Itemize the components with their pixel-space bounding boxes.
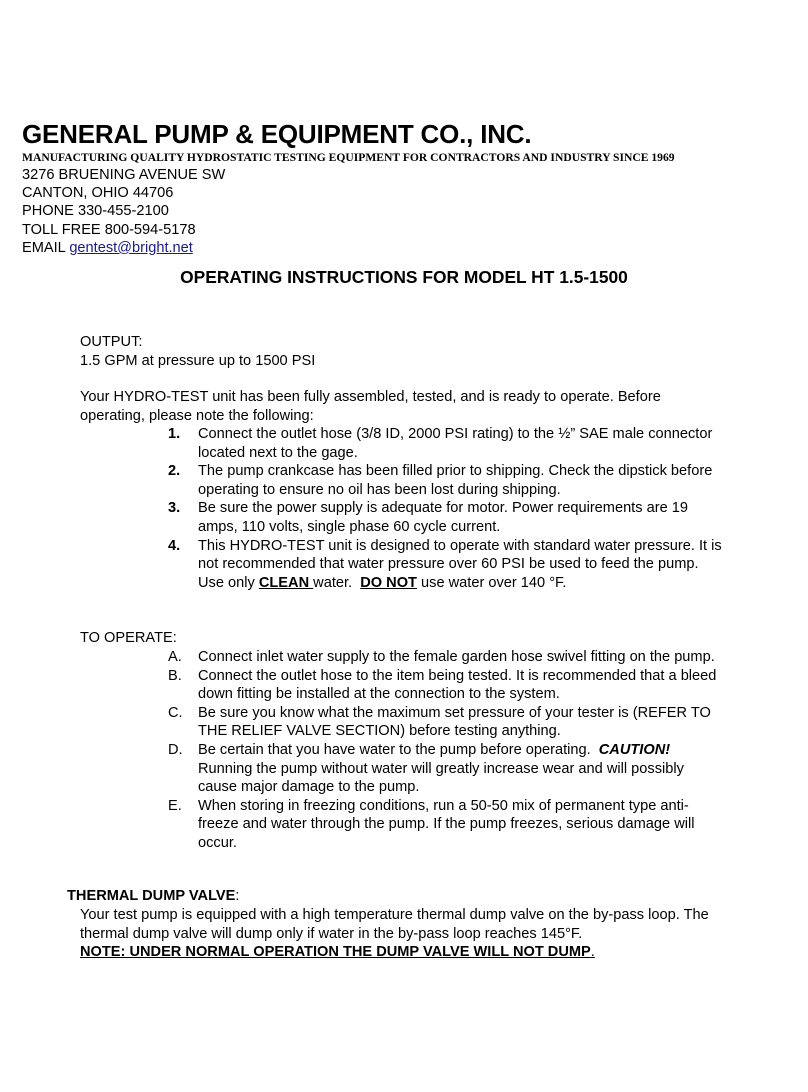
document-title: OPERATING INSTRUCTIONS FOR MODEL HT 1.5-1500 <box>180 267 628 287</box>
note-line: Be sure the power supply is adequate for motor. Power requirements are 19 <box>198 500 688 517</box>
company-address <box>22 166 225 257</box>
output-value: 1.5 GPM at pressure up to 1500 PSI <box>80 352 316 369</box>
step-text: Be certain that you have water to the pump before operating. <box>198 741 599 758</box>
output-label: OUTPUT: <box>80 334 143 350</box>
step-line: When storing in freezing conditions, run a 50-50 mix of permanent type anti- <box>198 797 689 814</box>
thermal-line-2: thermal dump valve will dump only if water in the by-pass loop reaches 145°F. <box>80 925 583 942</box>
operate-label: TO OPERATE: <box>80 630 177 646</box>
step-marker: E. <box>168 797 182 814</box>
note-line: amps, 110 volts, single phase 60 cycle current. <box>198 518 501 535</box>
thermal-paragraph <box>80 906 709 962</box>
email-label: EMAIL <box>22 239 70 256</box>
thermal-line-1: Your test pump is equipped with a high temperature thermal dump valve on the by-pass loop. The <box>80 907 709 923</box>
operate-step <box>168 667 716 704</box>
step-line: Running the pump without water will greatly increase wear and will possibly <box>198 760 684 777</box>
step-marker: B. <box>168 667 182 684</box>
note-line: This HYDRO-TEST unit is designed to operate with standard water pressure. It is <box>198 537 722 554</box>
thermal-note-text: NOTE: UNDER NORMAL OPERATION THE DUMP VALVE WILL NOT DUMP <box>80 944 591 961</box>
intro-paragraph <box>80 388 661 425</box>
note-marker: 3. <box>168 500 181 517</box>
water-text: water. <box>313 574 361 591</box>
step-line: down fitting be installed at the connection to the system. <box>198 686 560 703</box>
address-tollfree: TOLL FREE 800-594-5178 <box>22 221 196 238</box>
address-street: 3276 BRUENING AVENUE SW <box>22 167 226 183</box>
thermal-note-end: . <box>590 944 595 961</box>
intro-line-2: operating, please note the following: <box>80 407 314 424</box>
thermal-label: THERMAL DUMP VALVE <box>67 888 236 904</box>
operate-step <box>168 797 716 853</box>
operate-step <box>168 648 716 667</box>
step-line: Connect the outlet hose to the item being tested. It is recommended that a bleed <box>198 667 717 684</box>
email-link[interactable]: gentest@bright.net <box>69 239 193 256</box>
step-line: Be sure you know what the maximum set pressure of your tester is (REFER TO <box>198 704 711 721</box>
notes-list <box>168 425 722 592</box>
step-line: Connect inlet water supply to the female garden hose swivel fitting on the pump. <box>198 649 715 665</box>
note-item <box>168 537 722 593</box>
note-line: operating to ensure no oil has been lost during shipping. <box>198 481 561 498</box>
thermal-colon: : <box>235 888 240 904</box>
note-marker: 2. <box>168 463 181 480</box>
note-item <box>168 499 722 536</box>
intro-line-1: Your HYDRO-TEST unit has been fully assembled, tested, and is ready to operate. Before <box>80 389 661 405</box>
operate-step <box>168 741 716 797</box>
operate-steps <box>168 648 716 853</box>
step-line: THE RELIEF VALVE SECTION) before testing anything. <box>198 723 561 740</box>
note-marker: 4. <box>168 537 181 554</box>
company-tagline: MANUFACTURING QUALITY HYDROSTATIC TESTING EQUIPMENT FOR CONTRACTORS AND INDUSTRY SINCE 1969 <box>22 151 675 164</box>
water-text: use water over 140 °F. <box>416 574 567 591</box>
thermal-heading <box>67 887 239 906</box>
note-line: not recommended that water pressure over 60 PSI be used to feed the pump. <box>198 556 699 573</box>
company-name: GENERAL PUMP & EQUIPMENT CO., INC. <box>22 119 532 149</box>
step-marker: D. <box>168 741 183 758</box>
step-line: freeze and water through the pump. If the pump freezes, serious damage will <box>198 816 695 833</box>
note-line-water <box>198 574 722 593</box>
note-marker: 1. <box>168 426 181 442</box>
note-item <box>168 462 722 499</box>
step-marker: A. <box>168 649 182 665</box>
caution-emphasis: CAUTION! <box>598 741 671 758</box>
clean-emphasis: CLEAN <box>258 574 314 591</box>
step-line: occur. <box>198 834 237 851</box>
step-line-caution <box>198 741 716 760</box>
note-line: The pump crankcase has been filled prior to shipping. Check the dipstick before <box>198 463 713 480</box>
thermal-note <box>80 943 709 962</box>
do-not-emphasis: DO NOT <box>360 574 417 591</box>
note-line: Connect the outlet hose (3/8 ID, 2000 PSI rating) to the ½” SAE male connector <box>198 426 713 442</box>
output-section <box>80 333 315 370</box>
step-marker: C. <box>168 704 183 721</box>
address-phone: PHONE 330-455-2100 <box>22 203 169 220</box>
note-line: located next to the gage. <box>198 444 358 461</box>
step-line: cause major damage to the pump. <box>198 779 420 796</box>
operate-step <box>168 704 716 741</box>
address-city: CANTON, OHIO 44706 <box>22 185 174 202</box>
address-email <box>22 239 225 257</box>
note-item <box>168 425 722 462</box>
water-text: Use only <box>198 574 259 591</box>
